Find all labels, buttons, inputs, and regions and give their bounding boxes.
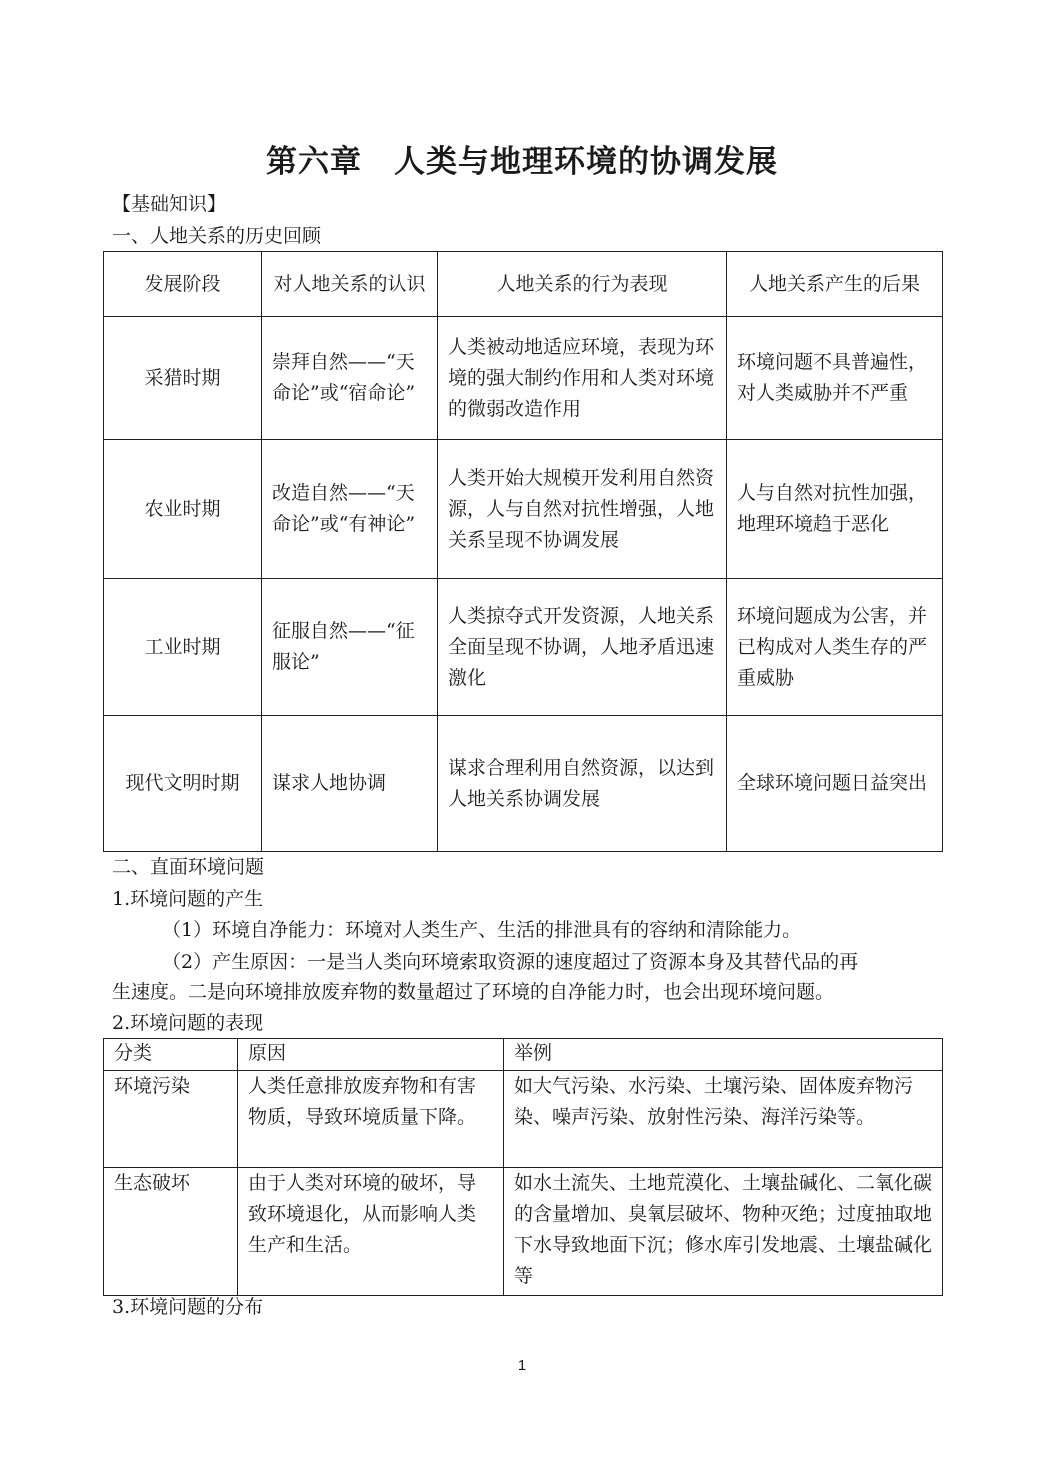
environment-table <box>103 1038 943 1296</box>
cell-stage: 采猎时期 <box>104 317 262 440</box>
cell-understanding: 崇拜自然——“天命论”或“宿命论” <box>262 317 438 440</box>
header-understanding: 对人地关系的认识 <box>262 252 438 317</box>
page-number: 1 <box>517 1357 527 1374</box>
cell-behavior: 人类被动地适应环境，表现为环境的强大制约作用和人类对环境的微弱改造作用 <box>438 317 727 440</box>
paragraph-1: （1）环境自净能力：环境对人类生产、生活的排泄具有的容纳和清除能力。 <box>162 919 802 941</box>
cell-behavior: 谋求合理利用自然资源，以达到人地关系协调发展 <box>438 716 727 852</box>
history-row <box>104 440 943 579</box>
cell-consequence: 全球环境问题日益突出 <box>727 716 943 852</box>
cell-example: 如大气污染、水污染、土壤污染、固体废弃物污染、噪声污染、放射性污染、海洋污染等。 <box>504 1071 943 1168</box>
header-example: 举例 <box>504 1039 943 1071</box>
cell-category: 生态破坏 <box>104 1168 238 1296</box>
section-2-heading: 二、直面环境问题 <box>112 856 265 878</box>
subsection-1-heading: 1.环境问题的产生 <box>112 888 264 910</box>
env-row <box>104 1168 943 1296</box>
cell-understanding: 谋求人地协调 <box>262 716 438 852</box>
cell-consequence: 环境问题不具普遍性，对人类威胁并不严重 <box>727 317 943 440</box>
paragraph-2-line-2: 生速度。二是向环境排放废弃物的数量超过了环境的自净能力时，也会出现环境问题。 <box>112 981 835 1003</box>
cell-understanding: 改造自然——“天命论”或“有神论” <box>262 440 438 579</box>
basic-knowledge-heading: 【基础知识】 <box>112 193 227 215</box>
subsection-3-heading: 3.环境问题的分布 <box>112 1296 264 1318</box>
history-header-row <box>104 252 943 317</box>
header-category: 分类 <box>104 1039 238 1071</box>
env-row <box>104 1071 943 1168</box>
chapter-title: 第六章 人类与地理环境的协调发展 <box>266 144 778 180</box>
cell-cause: 人类任意排放废弃物和有害物质，导致环境质量下降。 <box>238 1071 504 1168</box>
history-row <box>104 716 943 852</box>
history-row <box>104 317 943 440</box>
history-row <box>104 579 943 716</box>
header-stage: 发展阶段 <box>104 252 262 317</box>
cell-behavior: 人类掠夺式开发资源，人地关系全面呈现不协调，人地矛盾迅速激化 <box>438 579 727 716</box>
cell-stage: 现代文明时期 <box>104 716 262 852</box>
header-consequence: 人地关系产生的后果 <box>727 252 943 317</box>
cell-example: 如水土流失、土地荒漠化、土壤盐碱化、二氧化碳的含量增加、臭氧层破坏、物种灭绝；过度抽取地下水导致地面下沉；修水库引发地震、土壤盐碱化等 <box>504 1168 943 1296</box>
cell-stage: 工业时期 <box>104 579 262 716</box>
header-cause: 原因 <box>238 1039 504 1071</box>
cell-understanding: 征服自然——“征服论” <box>262 579 438 716</box>
cell-consequence: 环境问题成为公害，并已构成对人类生存的严重威胁 <box>727 579 943 716</box>
cell-consequence: 人与自然对抗性加强，地理环境趋于恶化 <box>727 440 943 579</box>
header-behavior: 人地关系的行为表现 <box>438 252 727 317</box>
history-table <box>103 251 943 852</box>
paragraph-2-line-1: （2）产生原因：一是当人类向环境索取资源的速度超过了资源本身及其替代品的再 <box>162 951 859 973</box>
cell-category: 环境污染 <box>104 1071 238 1168</box>
subsection-2-heading: 2.环境问题的表现 <box>112 1012 264 1034</box>
cell-stage: 农业时期 <box>104 440 262 579</box>
cell-cause: 由于人类对环境的破坏，导致环境退化，从而影响人类生产和生活。 <box>238 1168 504 1296</box>
cell-behavior: 人类开始大规模开发利用自然资源，人与自然对抗性增强，人地关系呈现不协调发展 <box>438 440 727 579</box>
section-1-heading: 一、人地关系的历史回顾 <box>112 225 322 247</box>
env-header-row <box>104 1039 943 1071</box>
